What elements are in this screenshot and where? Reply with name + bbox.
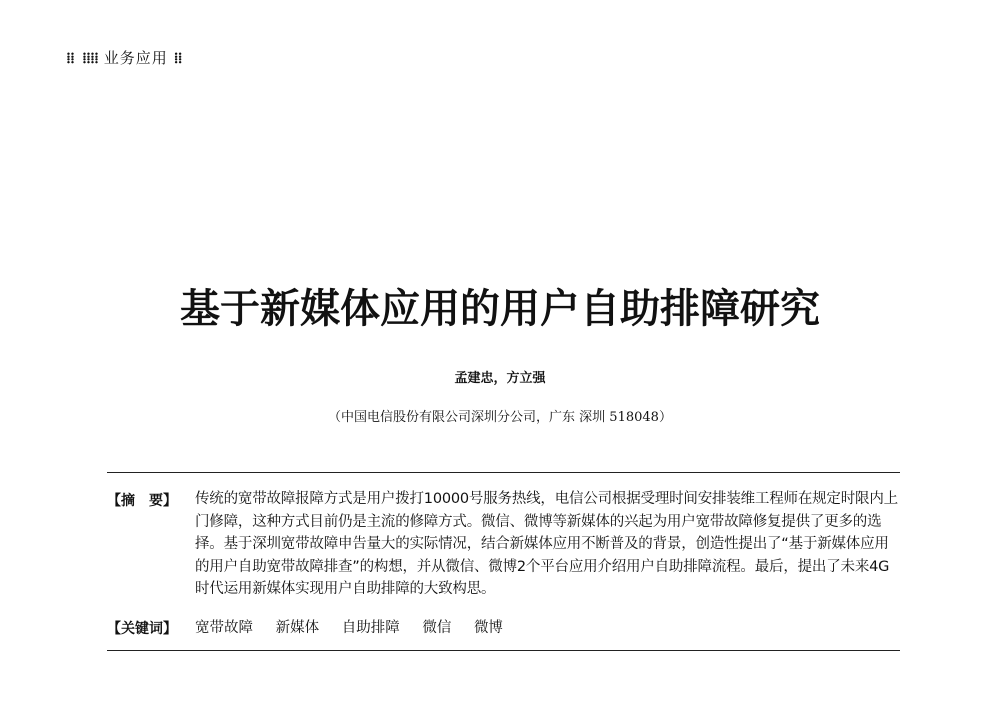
abstract-line: 的用户自助宽带故障排查”的构想，并从微信、微博2个平台应用介绍用户自助排障流程。最后，提出了未来4G xyxy=(195,558,890,575)
abstract-line: 时代运用新媒体实现用户自助排障的大致构思。 xyxy=(195,581,496,597)
keywords-list xyxy=(195,616,521,637)
article-title: 基于新媒体应用的用户自助排障研究 xyxy=(180,286,820,332)
section-label: 业务应用 xyxy=(103,49,168,67)
keyword-item: 新媒体 xyxy=(275,620,320,636)
abstract-line: 门修障，这种方式目前仍是主流的修障方式。微信、微博等新媒体的兴起为用户宽带故障修复提供了更多的选 xyxy=(195,513,882,530)
keywords-label: 【关键词】 xyxy=(107,621,177,637)
top-divider xyxy=(107,472,900,473)
abstract-line: 择。基于深圳宽带故障申告量大的实际情况，结合新媒体应用不断普及的背景，创造性提出了“基于新媒体应用 xyxy=(195,536,889,552)
keyword-item: 微博 xyxy=(473,620,503,636)
article-authors: 孟建忠，方立强 xyxy=(454,371,546,386)
abstract-label: 【摘 要】 xyxy=(107,493,177,509)
keyword-item: 微信 xyxy=(422,620,452,636)
keyword-item: 自助排障 xyxy=(341,620,400,636)
abstract-line: 传统的宽带故障报障方式是用户拨打10000号服务热线，电信公司根据受理时间安排装维工程师在规定时限内上 xyxy=(195,491,898,507)
keyword-item: 宽带故障 xyxy=(195,620,253,636)
abstract-text xyxy=(195,488,907,601)
article-affiliation: （中国电信股份有限公司深圳分公司，广东 深圳 518048） xyxy=(328,410,672,425)
header-dots-right: ⁞⁞ xyxy=(173,49,182,67)
header-dots-left: ⁞⁞ ⁞⁞⁞⁞ xyxy=(66,49,99,67)
bottom-divider xyxy=(107,650,900,651)
section-header xyxy=(66,47,182,68)
